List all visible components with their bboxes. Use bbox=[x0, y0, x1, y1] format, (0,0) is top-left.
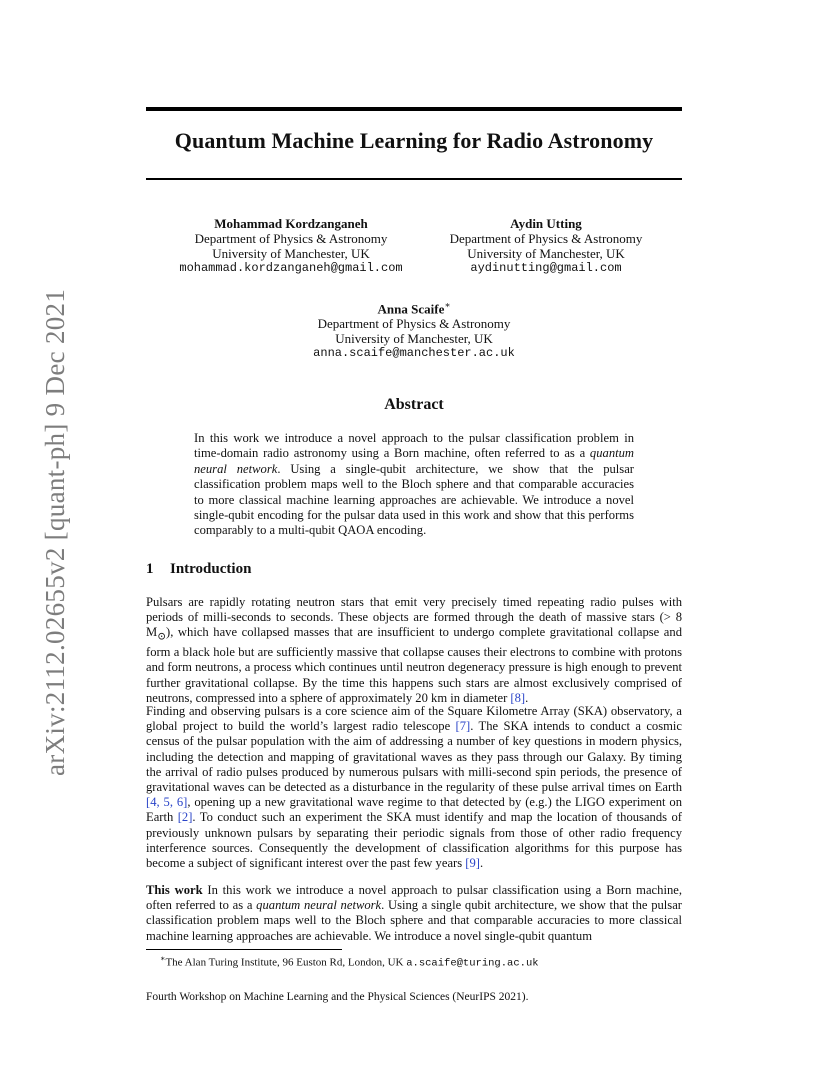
intro-paragraph-2 bbox=[146, 704, 682, 871]
footnote-text: The Alan Turing Institute, 96 Euston Rd, London, UK bbox=[165, 956, 407, 969]
author-name: Mohammad Kordzanganeh bbox=[214, 216, 368, 231]
footnote-email[interactable]: a.scaife@turing.ac.uk bbox=[406, 957, 539, 970]
abstract-emphasis: quantum neural network bbox=[194, 446, 634, 476]
intro-paragraph-1 bbox=[146, 595, 682, 706]
paragraph-text: . Using a single qubit architecture, we show that the pulsar classification problem maps well to the Bloch sphere and that comparable accuracies to more classical machine learning approaches are achievable. We introduce a novel single-qubit quantum bbox=[146, 898, 682, 943]
author-name: Anna Scaife bbox=[377, 301, 445, 317]
venue-note: Fourth Workshop on Machine Learning and the Physical Sciences (NeurIPS 2021). bbox=[146, 991, 529, 1003]
abstract-text-part: . Using a single-qubit architecture, we show that the pulsar classification problem maps well to the Bloch sphere and that comparable accuracies to more classical machine learning approaches are achievable. We introduce a novel single-qubit encoding for the pulsar data used in this work and show that this performs comparably to a multi-qubit QAOA encoding. bbox=[194, 461, 634, 538]
intro-paragraph-3 bbox=[146, 883, 682, 944]
author-block-2 bbox=[433, 216, 659, 276]
paragraph-text: . bbox=[479, 856, 484, 871]
author-institution: University of Manchester, UK bbox=[212, 246, 370, 261]
paragraph-text: . The SKA intends to conduct a cosmic census of the pulsar population with the aim of addressing a number of key questions in modern physics, including the detection and mapping of gravitational waves as they pass through our Galaxy. By timing the arrival of radio pulses produced by numerous pulsars with milli-second spin periods, the presence of gravitational waves can be detected as a disturbance in the regularity of these pulse arrival times on Earth bbox=[146, 719, 683, 795]
abstract-text-part: In this work we introduce a novel approach to the pulsar classification problem in time-domain radio astronomy using a Born machine, often referred to as a bbox=[194, 431, 634, 461]
author-department: Department of Physics & Astronomy bbox=[317, 316, 511, 332]
author-block-1 bbox=[170, 216, 412, 276]
paragraph-text: Pulsars are rapidly rotating neutron stars that emit very precisely timed repeating radio pulses with periods of milli-seconds to seconds. These objects are formed through the death of massive stars (> 8 M bbox=[146, 595, 682, 640]
author-email[interactable]: anna.scaife@manchester.ac.uk bbox=[313, 346, 515, 361]
author-block-3 bbox=[290, 298, 538, 361]
footnote-marker[interactable]: ∗ bbox=[444, 300, 451, 310]
citation-link[interactable]: [2] bbox=[177, 810, 193, 825]
solar-mass-symbol: ⊙ bbox=[157, 631, 167, 643]
author-department: Department of Physics & Astronomy bbox=[449, 231, 643, 246]
footnote bbox=[160, 952, 680, 971]
arxiv-stamp: arXiv:2112.02655v2 [quant-ph] 9 Dec 2021 bbox=[40, 288, 70, 776]
author-institution: University of Manchester, UK bbox=[467, 246, 625, 261]
citation-link[interactable]: [7] bbox=[455, 719, 471, 734]
citation-link[interactable]: [4, 5, 6] bbox=[146, 795, 188, 810]
section-number: 1 bbox=[146, 561, 154, 577]
footnote-rule bbox=[146, 949, 342, 950]
abstract-heading: Abstract bbox=[384, 396, 444, 413]
paragraph-text: . To conduct such an experiment the SKA must identify and map the location of thousands of previously unknown pulsars by separating their periodic signals from those of other radio frequency interference sources. Consequently the development of classification algorithms for this purpose has become a subject of significant interest over the past few years bbox=[146, 810, 682, 871]
citation-link[interactable]: [8] bbox=[510, 690, 526, 705]
paragraph-text: In this work we introduce a novel approach to pulsar classification using a Born machine, often referred to as a bbox=[146, 883, 682, 913]
author-email[interactable]: mohammad.kordzanganeh@gmail.com bbox=[179, 261, 403, 275]
section-title: Introduction bbox=[170, 561, 252, 577]
citation-link[interactable]: [9] bbox=[465, 856, 480, 871]
paragraph-text: ), which have collapsed masses that are insufficient to undergo complete gravitational collapse and form a black hole but are sufficiently massive that collapse causes their electrons to combine with protons and form neutrons, a process which continues until neutron degeneracy pressure is high enough to prevent further gravitational collapse. By the time this happens such stars are almost exclusively comprised of neutrons, compressed into a sphere of approximately 20 km in diameter bbox=[146, 625, 682, 705]
author-institution: University of Manchester, UK bbox=[335, 331, 493, 347]
author-department: Department of Physics & Astronomy bbox=[194, 231, 388, 246]
abstract-text bbox=[194, 431, 634, 539]
author-name-row bbox=[290, 298, 538, 316]
paragraph-text: , opening up a new gravitational wave regime to that detected by (e.g.) the LIGO experiment on Earth bbox=[146, 795, 682, 825]
paragraph-text: Finding and observing pulsars is a core science aim of the Square Kilometre Array (SKA) observatory, a global project to build the world’s largest radio telescope bbox=[146, 704, 682, 734]
footnote-marker: ∗ bbox=[160, 954, 166, 963]
title-rule-top bbox=[146, 107, 682, 111]
author-email[interactable]: aydinutting@gmail.com bbox=[470, 261, 622, 275]
paragraph-lead-in: This work bbox=[146, 883, 203, 897]
paragraph-emphasis: quantum neural network bbox=[256, 898, 382, 913]
paragraph-text: . bbox=[525, 690, 529, 705]
paper-title: Quantum Machine Learning for Radio Astronomy bbox=[174, 128, 654, 153]
section-heading bbox=[146, 561, 682, 578]
title-rule-bottom bbox=[146, 178, 682, 180]
author-name: Aydin Utting bbox=[510, 216, 582, 231]
